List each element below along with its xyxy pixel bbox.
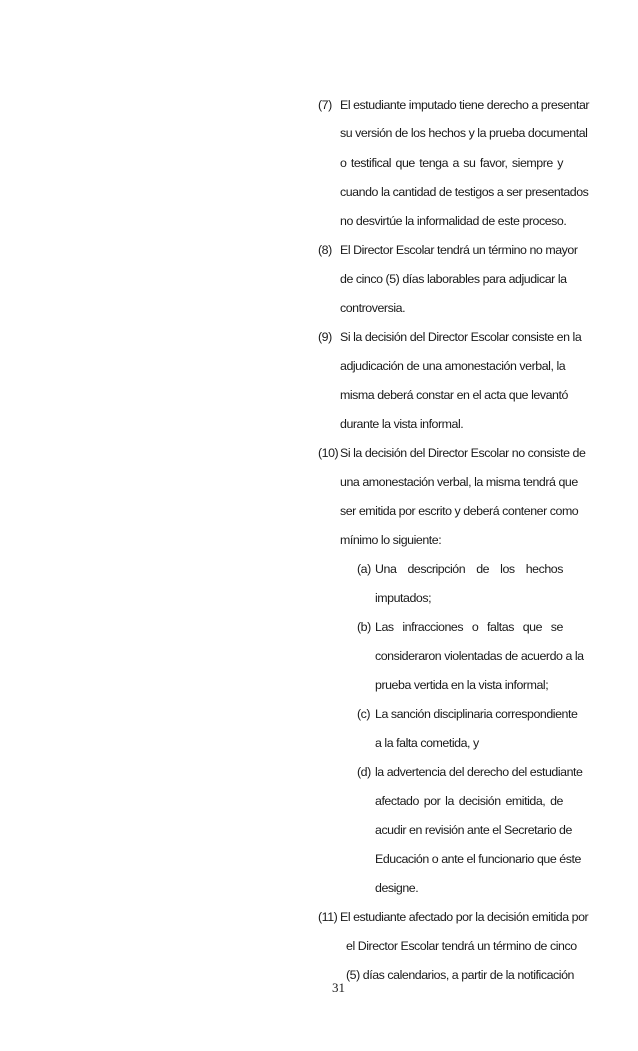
paragraph-line: no desvirtúe la informalidad de este proceso. (340, 214, 567, 228)
subitem-label: (d) (357, 765, 371, 779)
paragraph-line: una amonestación verbal, la misma tendrá que (340, 475, 578, 489)
paragraph-line: prueba vertida en la vista informal; (375, 678, 549, 692)
item-label: (10) (318, 446, 339, 460)
paragraph-line: Si la decisión del Director Escolar no consiste de (340, 446, 586, 460)
paragraph-line: misma deberá constar en el acta que levantó (340, 388, 568, 402)
paragraph-line: La sanción disciplinaria correspondiente (375, 707, 578, 721)
paragraph-line: a la falta cometida, y (375, 736, 479, 750)
paragraph-line: Educación o ante el funcionario que éste (375, 852, 581, 866)
paragraph-line: El estudiante afectado por la decisión emitida por (340, 910, 589, 924)
paragraph-line: ser emitida por escrito y deberá contener como (340, 504, 579, 518)
item-label: (11) (318, 910, 338, 924)
paragraph-line: el Director Escolar tendrá un término de cinco (346, 939, 577, 953)
paragraph-line: (5) días calendarios, a partir de la notificación (346, 968, 574, 982)
subitem-label: (c) (357, 707, 371, 721)
paragraph-line: Las infracciones o faltas que se (375, 620, 563, 634)
page-number: 31 (332, 980, 345, 995)
paragraph-line: afectado por la decisión emitida, de (375, 794, 563, 808)
paragraph-line: El Director Escolar tendrá un término no mayor (340, 243, 578, 257)
subitem-label: (b) (357, 620, 371, 634)
paragraph-line: Una descripción de los hechos (375, 562, 563, 576)
paragraph-line: o testifical que tenga a su favor, siempre y (340, 156, 563, 170)
paragraph-line: Si la decisión del Director Escolar consiste en la (340, 330, 582, 344)
paragraph-line: consideraron violentadas de acuerdo a la (375, 649, 584, 663)
paragraph-line: su versión de los hechos y la prueba documental (340, 126, 588, 140)
paragraph-line: de cinco (5) días laborables para adjudicar la (340, 272, 567, 286)
paragraph-line: la advertencia del derecho del estudiante (375, 765, 583, 779)
item-label: (7) (318, 98, 332, 112)
subitem-label: (a) (357, 562, 371, 576)
paragraph-line: controversia. (340, 301, 406, 315)
paragraph-line: imputados; (375, 591, 432, 605)
paragraph-line: acudir en revisión ante el Secretario de (375, 823, 572, 837)
item-label: (9) (318, 330, 332, 344)
paragraph-line: mínimo lo siguiente: (340, 533, 442, 547)
paragraph-line: cuando la cantidad de testigos a ser presentados (340, 185, 589, 199)
item-label: (8) (318, 243, 332, 257)
paragraph-line: adjudicación de una amonestación verbal, la (340, 359, 566, 373)
paragraph-line: durante la vista informal. (340, 417, 464, 431)
paragraph-line: designe. (375, 881, 419, 895)
paragraph-line: El estudiante imputado tiene derecho a presentar (340, 98, 590, 112)
